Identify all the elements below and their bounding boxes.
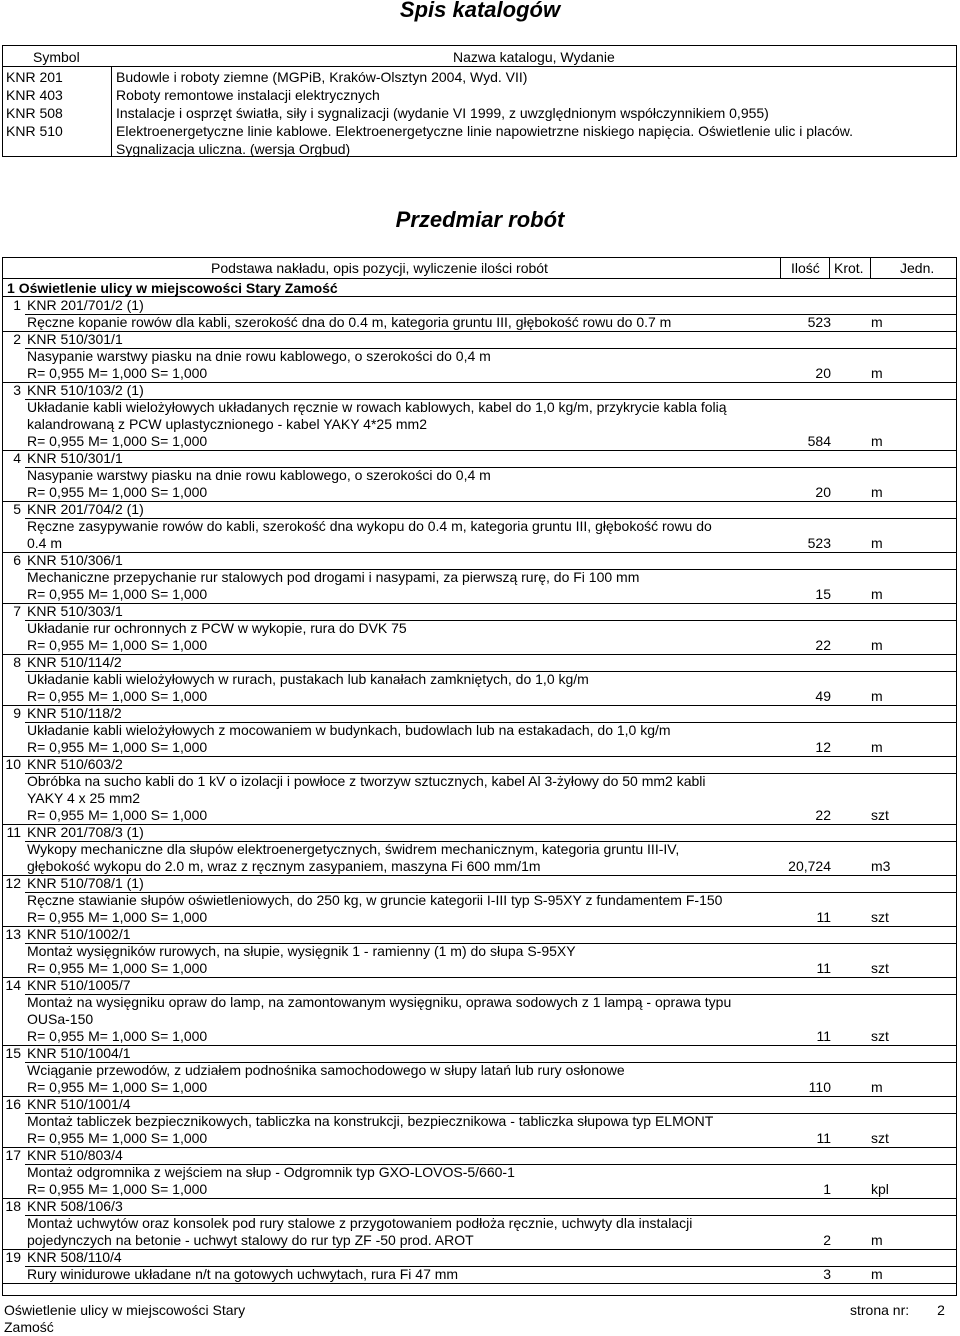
page-number bbox=[850, 1302, 945, 1318]
catalog-header-name: Nazwa katalogu, Wydanie bbox=[453, 49, 615, 65]
item-number: 16 bbox=[5, 1096, 21, 1112]
section-title: Oświetlenie ulicy w miejscowości Stary Zamość bbox=[18, 280, 338, 296]
item-quantity: 15 bbox=[815, 586, 831, 602]
item-description: Wciąganie przewodów, z udziałem podnośnika samochodowego w słupy latań lub rury osłonowe bbox=[27, 1062, 625, 1078]
item-description: Ręczne kopanie rowów dla kabli, szerokość dna do 0.4 m, kategoria gruntu III, głębokość rowu do 0.7 m bbox=[27, 314, 672, 330]
item-number: 13 bbox=[5, 926, 21, 942]
item-code: KNR 201/701/2 (1) bbox=[27, 297, 144, 313]
catalog-name: Elektroenergetyczne linie kablowe. Elektroenergetyczne linie napowietrzne niskiego napięcia. Oświetlenie ulic i placów. bbox=[116, 123, 853, 139]
header-quantity: Ilość bbox=[791, 260, 820, 276]
item-quantity: 22 bbox=[815, 807, 831, 823]
item-description: R= 0,955 M= 1,000 S= 1,000 bbox=[27, 807, 208, 823]
catalog-name: Instalacje i osprzęt światła, siły i sygnalizacji (wydanie VI 1999, z uwzględnionym współczynnikiem 0,955) bbox=[116, 105, 769, 121]
item-code: KNR 510/1002/1 bbox=[27, 926, 131, 942]
item-description: kalandrowaną z PCW uplastycznionego - kabel YAKY 4*25 mm2 bbox=[27, 416, 427, 432]
item-description: Ręczne zasypywanie rowów do kabli, szerokość dna wykopu do 0.4 m, kategoria gruntu III, głębokość rowu do bbox=[27, 518, 712, 534]
item-unit: szt bbox=[871, 1130, 889, 1146]
przedmiar-item bbox=[3, 552, 956, 603]
item-quantity: 110 bbox=[808, 1079, 831, 1095]
item-description: R= 0,955 M= 1,000 S= 1,000 bbox=[27, 739, 208, 755]
item-code: KNR 510/708/1 (1) bbox=[27, 875, 144, 891]
item-quantity: 11 bbox=[816, 1028, 831, 1044]
item-description: Montaż uchwytów oraz konsolek pod rury stalowe z przygotowaniem podłoża ręcznie, uchwyty dla instalacji bbox=[27, 1215, 693, 1231]
section-number: 1 bbox=[7, 280, 15, 296]
item-separator bbox=[3, 1283, 956, 1284]
item-description: Montaż tabliczek bezpiecznikowych, tabliczka na konstrukcji, bezpiecznikowa - tabliczka słupowa typ ELMONT bbox=[27, 1113, 714, 1129]
item-number: 8 bbox=[13, 654, 21, 670]
item-number: 11 bbox=[6, 824, 21, 840]
item-code: KNR 510/603/2 bbox=[27, 756, 123, 772]
item-description: głębokość wykopu do 2.0 m, wraz z ręcznym zasypaniem, maszyna Fi 600 mm/1m bbox=[27, 858, 541, 874]
item-unit: m bbox=[871, 314, 883, 330]
header-line bbox=[3, 278, 956, 279]
item-quantity: 20 bbox=[815, 365, 831, 381]
catalog-name-continued: Sygnalizacja uliczna. (wersja Orgbud) bbox=[116, 141, 351, 157]
przedmiar-table bbox=[2, 257, 957, 1296]
catalog-name: Roboty remontowe instalacji elektrycznych bbox=[116, 87, 380, 103]
item-code: KNR 510/1001/4 bbox=[27, 1096, 131, 1112]
item-number: 7 bbox=[13, 603, 21, 619]
item-code: KNR 510/301/1 bbox=[27, 450, 123, 466]
przedmiar-item bbox=[3, 331, 956, 382]
item-description: R= 0,955 M= 1,000 S= 1,000 bbox=[27, 433, 208, 449]
item-description: Układanie kabli wielożyłowych układanych ręcznie w rowach kablowych, kabel do 1,0 kg/m, przykrycie kabla folią bbox=[27, 399, 727, 415]
item-quantity: 20 bbox=[815, 484, 831, 500]
catalog-symbol: KNR 201 bbox=[6, 69, 63, 85]
item-description: R= 0,955 M= 1,000 S= 1,000 bbox=[27, 586, 208, 602]
przedmiar-item bbox=[3, 382, 956, 450]
item-unit: m bbox=[871, 365, 883, 381]
item-description: R= 0,955 M= 1,000 S= 1,000 bbox=[27, 365, 208, 381]
item-description: R= 0,955 M= 1,000 S= 1,000 bbox=[27, 909, 208, 925]
przedmiar-item bbox=[3, 297, 956, 331]
item-code: KNR 510/103/2 (1) bbox=[27, 382, 144, 398]
przedmiar-item bbox=[3, 603, 956, 654]
item-unit: m bbox=[871, 688, 883, 704]
item-description: Montaż na wysięgniku opraw do lamp, na zamontowanym wysięgniku, oprawa sodowych z 1 lampą - oprawa typu bbox=[27, 994, 732, 1010]
item-quantity: 20,724 bbox=[788, 858, 831, 874]
catalog-name: Budowle i roboty ziemne (MGPiB, Kraków-Olsztyn 2004, Wyd. VII) bbox=[116, 69, 528, 85]
catalog-symbol: KNR 403 bbox=[6, 87, 63, 103]
item-description: Układanie kabli wielożyłowych w rurach, pustakach lub kanałach zamkniętych, do 1,0 kg/m bbox=[27, 671, 589, 687]
item-unit: m bbox=[871, 637, 883, 653]
page-label: strona nr: bbox=[850, 1302, 910, 1318]
item-description: R= 0,955 M= 1,000 S= 1,000 bbox=[27, 688, 208, 704]
item-description: OUSa-150 bbox=[27, 1011, 94, 1027]
przedmiar-item bbox=[3, 756, 956, 824]
item-description: Nasypanie warstwy piasku na dnie rowu kablowego, o szerokości do 0,4 m bbox=[27, 348, 491, 364]
item-quantity: 1 bbox=[823, 1181, 831, 1197]
item-code: KNR 508/110/4 bbox=[27, 1249, 122, 1265]
item-quantity: 49 bbox=[815, 688, 831, 704]
item-description: YAKY 4 x 25 mm2 bbox=[27, 790, 141, 806]
przedmiar-item bbox=[3, 1198, 956, 1249]
przedmiar-item bbox=[3, 450, 956, 501]
item-description: R= 0,955 M= 1,000 S= 1,000 bbox=[27, 960, 208, 976]
item-quantity: 11 bbox=[816, 1130, 831, 1146]
item-code: KNR 510/301/1 bbox=[27, 331, 123, 347]
header-krot: Krot. bbox=[834, 260, 864, 276]
item-quantity: 523 bbox=[807, 314, 831, 330]
header-description: Podstawa nakładu, opis pozycji, wyliczenie ilości robót bbox=[211, 260, 548, 276]
catalog-table bbox=[2, 45, 957, 157]
item-description: Ręczne stawianie słupów oświetleniowych, do 250 kg, w gruncie kategorii I-III typ S-95XY z fundamentem F-150 bbox=[27, 892, 723, 908]
item-number: 17 bbox=[5, 1147, 21, 1163]
przedmiar-item bbox=[3, 705, 956, 756]
item-unit: szt bbox=[871, 1028, 889, 1044]
item-description: R= 0,955 M= 1,000 S= 1,000 bbox=[27, 1181, 208, 1197]
item-unit: m bbox=[871, 1232, 883, 1248]
item-number: 4 bbox=[13, 450, 21, 466]
item-quantity: 584 bbox=[807, 433, 831, 449]
item-unit: m bbox=[871, 433, 883, 449]
item-description: R= 0,955 M= 1,000 S= 1,000 bbox=[27, 484, 208, 500]
item-code: KNR 510/803/4 bbox=[27, 1147, 123, 1163]
item-unit: m bbox=[871, 484, 883, 500]
header-divider bbox=[829, 258, 830, 278]
przedmiar-item bbox=[3, 824, 956, 875]
item-code: KNR 510/303/1 bbox=[27, 603, 123, 619]
item-code: KNR 201/704/2 (1) bbox=[27, 501, 144, 517]
item-number: 3 bbox=[13, 382, 21, 398]
catalog-symbol: KNR 508 bbox=[6, 105, 63, 121]
przedmiar-item bbox=[3, 1096, 956, 1147]
footer-line-1: Oświetlenie ulicy w miejscowości Stary bbox=[4, 1302, 246, 1318]
przedmiar-item bbox=[3, 875, 956, 926]
item-description: Montaż odgromnika z wejściem na słup - Odgromnik typ GXO-LOVOS-5/660-1 bbox=[27, 1164, 515, 1180]
item-code: KNR 510/118/2 bbox=[27, 705, 122, 721]
item-description: Rury winidurowe układane n/t na gotowych uchwytach, rura Fi 47 mm bbox=[27, 1266, 459, 1282]
item-number: 6 bbox=[13, 552, 21, 568]
item-description: R= 0,955 M= 1,000 S= 1,000 bbox=[27, 1028, 208, 1044]
przedmiar-item bbox=[3, 1147, 956, 1198]
footer-line-2: Zamość bbox=[4, 1319, 54, 1335]
item-unit: m bbox=[871, 535, 883, 551]
item-number: 18 bbox=[5, 1198, 21, 1214]
item-quantity: 22 bbox=[815, 637, 831, 653]
item-unit: m bbox=[871, 739, 883, 755]
item-quantity: 11 bbox=[816, 960, 831, 976]
item-unit: kpl bbox=[871, 1181, 889, 1197]
item-unit: szt bbox=[871, 960, 889, 976]
item-description: pojedynczych na betonie - uchwyt stalowy do rur typ ZF -50 prod. AROT bbox=[27, 1232, 474, 1248]
item-number: 9 bbox=[13, 705, 21, 721]
item-description: R= 0,955 M= 1,000 S= 1,000 bbox=[27, 637, 208, 653]
footer-project-name bbox=[4, 1302, 264, 1336]
item-unit: szt bbox=[871, 807, 889, 823]
header-unit: Jedn. bbox=[900, 260, 935, 276]
item-code: KNR 510/306/1 bbox=[27, 552, 123, 568]
item-number: 15 bbox=[5, 1045, 21, 1061]
przedmiar-title: Przedmiar robót bbox=[395, 207, 565, 232]
przedmiar-item bbox=[3, 1249, 956, 1283]
header-divider bbox=[870, 258, 871, 278]
item-number: 12 bbox=[5, 875, 21, 891]
header-divider bbox=[780, 258, 781, 278]
item-unit: m bbox=[871, 1266, 883, 1282]
catalog-list-title: Spis katalogów bbox=[399, 0, 561, 22]
catalog-symbol: KNR 510 bbox=[6, 123, 63, 139]
item-unit: m bbox=[871, 586, 883, 602]
item-description: Montaż wysięgników rurowych, na słupie, wysięgnik 1 - ramienny (1 m) do słupa S-95XY bbox=[27, 943, 576, 959]
item-description: R= 0,955 M= 1,000 S= 1,000 bbox=[27, 1130, 208, 1146]
item-unit: szt bbox=[871, 909, 889, 925]
item-unit: m3 bbox=[871, 858, 891, 874]
item-code: KNR 510/1004/1 bbox=[27, 1045, 131, 1061]
item-number: 5 bbox=[13, 501, 21, 517]
przedmiar-item bbox=[3, 501, 956, 552]
item-number: 19 bbox=[5, 1249, 21, 1265]
item-quantity: 3 bbox=[823, 1266, 831, 1282]
przedmiar-item bbox=[3, 977, 956, 1045]
section-heading bbox=[7, 280, 338, 296]
catalog-header-symbol: Symbol bbox=[33, 49, 80, 65]
item-description: Mechaniczne przepychanie rur stalowych pod drogami i nasypami, za pierwszą rurę, do Fi 100 mm bbox=[27, 569, 640, 585]
catalog-header-divider bbox=[3, 66, 956, 67]
item-code: KNR 510/114/2 bbox=[27, 654, 122, 670]
item-quantity: 11 bbox=[816, 909, 831, 925]
item-code: KNR 201/708/3 (1) bbox=[27, 824, 144, 840]
przedmiar-item bbox=[3, 1045, 956, 1096]
przedmiar-item bbox=[3, 926, 956, 977]
item-description: Nasypanie warstwy piasku na dnie rowu kablowego, o szerokości do 0,4 m bbox=[27, 467, 491, 483]
item-code: KNR 508/106/3 bbox=[27, 1198, 123, 1214]
page-number-value: 2 bbox=[937, 1302, 945, 1318]
item-number: 10 bbox=[5, 756, 21, 772]
item-code: KNR 510/1005/7 bbox=[27, 977, 131, 993]
item-description: Wykopy mechaniczne dla słupów elektroenergetycznych, świdrem mechanicznym, kategoria gruntu III-IV, bbox=[27, 841, 680, 857]
item-description: R= 0,955 M= 1,000 S= 1,000 bbox=[27, 1079, 208, 1095]
item-description: Obróbka na sucho kabli do 1 kV o izolacji i powłoce z tworzyw sztucznych, kabel Al 3-żyłowy do 50 mm2 kabli bbox=[27, 773, 706, 789]
przedmiar-item bbox=[3, 654, 956, 705]
item-description: 0.4 m bbox=[27, 535, 63, 551]
item-number: 14 bbox=[5, 977, 21, 993]
item-number: 1 bbox=[13, 297, 21, 313]
item-quantity: 12 bbox=[815, 739, 831, 755]
item-unit: m bbox=[871, 1079, 883, 1095]
item-description: Układanie kabli wielożyłowych z mocowaniem w budynkach, budowlach lub na estakadach, do 1,0 kg/m bbox=[27, 722, 671, 738]
item-quantity: 523 bbox=[807, 535, 831, 551]
catalog-column-divider bbox=[111, 66, 112, 156]
item-number: 2 bbox=[13, 331, 21, 347]
item-quantity: 2 bbox=[823, 1232, 831, 1248]
item-description: Układanie rur ochronnych z PCW w wykopie, rura do DVK 75 bbox=[27, 620, 407, 636]
